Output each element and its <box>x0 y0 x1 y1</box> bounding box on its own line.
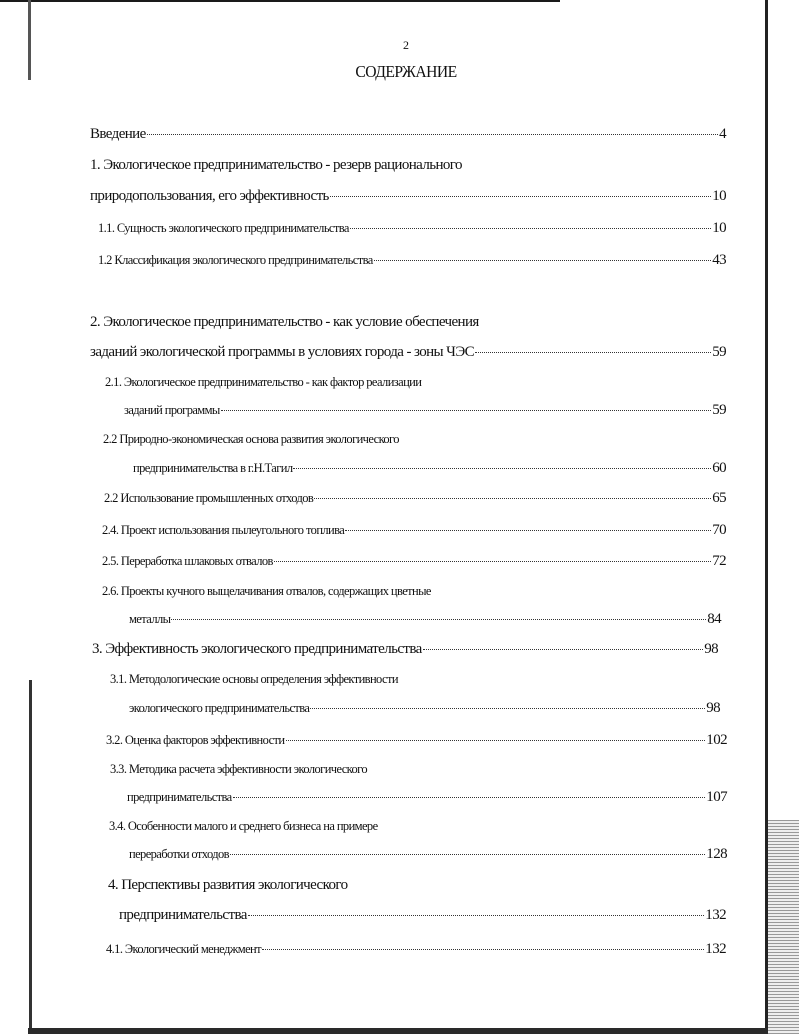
toc-entry-3-3[interactable] <box>127 789 727 806</box>
leader-dots <box>475 352 711 353</box>
page-number: 2 <box>403 38 409 52</box>
toc-entry-text: 4.1. Экологический менеджмент <box>106 942 261 956</box>
toc-entry-2-2b[interactable] <box>104 490 726 507</box>
toc-section-1[interactable] <box>90 188 726 205</box>
toc-entry-text: предпринимательства в г.Н.Тагил <box>133 461 293 475</box>
toc-page-number: 107 <box>706 789 727 805</box>
toc-entry-text: предпринимательства <box>119 907 247 923</box>
leader-dots <box>262 949 704 950</box>
toc-entry-1-2[interactable] <box>98 252 726 269</box>
leader-dots <box>423 649 704 650</box>
toc-entry-4-1[interactable] <box>106 941 726 958</box>
toc-entry-1-1[interactable] <box>98 220 726 237</box>
toc-entry-text: заданий экологической программы в условиях города - зоны ЧЭС <box>90 344 475 360</box>
leader-dots <box>374 260 712 261</box>
toc-entry-2-2[interactable] <box>133 460 726 477</box>
toc-entry-3-1[interactable] <box>129 700 720 717</box>
toc-page-number: 72 <box>712 553 726 569</box>
toc-entry-text: экологического предпринимательства <box>129 701 310 715</box>
toc-page-number: 43 <box>712 252 726 268</box>
toc-page-number: 10 <box>712 220 726 236</box>
toc-entry-text: предпринимательства <box>127 790 232 804</box>
toc-section-1-line1[interactable]: 1. Экологическое предпринимательство - резерв рационального <box>90 157 462 173</box>
toc-page-number: 10 <box>712 188 726 204</box>
leader-dots <box>330 196 711 197</box>
toc-entry-3-1-line1[interactable]: 3.1. Методологические основы определения эффективности <box>110 672 398 686</box>
toc-entry-2-6-line1[interactable]: 2.6. Проекты кучного выщелачивания отвалов, содержащих цветные <box>102 584 431 598</box>
leader-dots <box>248 915 705 916</box>
leader-dots <box>230 854 705 855</box>
toc-entry-2-4[interactable] <box>102 522 726 539</box>
toc-entry-3-2[interactable] <box>106 732 727 749</box>
toc-section-4-line1[interactable]: 4. Перспективы развития экологического <box>108 877 348 893</box>
toc-page-number: 59 <box>712 344 726 360</box>
toc-page-number: 65 <box>712 490 726 506</box>
toc-page-number: 102 <box>706 732 727 748</box>
toc-section-3[interactable] <box>92 641 718 658</box>
leader-dots <box>314 498 711 499</box>
toc-entry-text: металлы <box>129 612 171 626</box>
toc-page-number: 132 <box>705 941 726 957</box>
toc-entry-2-1-line1[interactable]: 2.1. Экологическое предпринимательство - как фактор реализации <box>105 375 422 389</box>
toc-entry-text: переработки отходов <box>129 847 229 861</box>
leader-dots <box>350 228 711 229</box>
page-title: СОДЕРЖАНИЕ <box>355 62 457 81</box>
toc-section-2-line1[interactable]: 2. Экологическое предпринимательство - как условие обеспечения <box>90 314 479 330</box>
toc-entry-text: 1.1. Сущность экологического предпринимательства <box>98 221 349 235</box>
toc-page-number: 60 <box>712 460 726 476</box>
toc-entry-text: 2.5. Переработка шлаковых отвалов <box>102 554 273 568</box>
toc-page-number: 84 <box>707 611 721 627</box>
toc-entry-3-3-line1[interactable]: 3.3. Методика расчета эффективности экологического <box>110 762 368 776</box>
toc-page-number: 98 <box>706 700 720 716</box>
leader-dots <box>345 530 711 531</box>
toc-entry-text: 2.2 Использование промышленных отходов <box>104 491 314 505</box>
toc-entry-3-4[interactable] <box>129 846 727 863</box>
toc-entry-3-4-line1[interactable]: 3.4. Особенности малого и среднего бизнеса на примере <box>109 819 378 833</box>
toc-entry-text: 3. Эффективность экологического предпринимательства <box>92 641 422 657</box>
toc-entry-text: заданий программы <box>124 403 220 417</box>
toc-entry-2-6[interactable] <box>129 611 721 628</box>
toc-entry-text: 3.2. Оценка факторов эффективности <box>106 733 285 747</box>
leader-dots <box>310 708 705 709</box>
toc-page-number: 59 <box>712 402 726 418</box>
leader-dots <box>293 468 711 469</box>
toc-entry-text: Введение <box>90 126 146 142</box>
toc-entry-intro[interactable] <box>90 126 726 143</box>
toc-page-number: 70 <box>712 522 726 538</box>
toc-entry-2-2-line1[interactable]: 2.2 Природно-экономическая основа развития экологического <box>103 432 399 446</box>
toc-page-number: 128 <box>706 846 727 862</box>
leader-dots <box>147 134 718 135</box>
toc-section-2[interactable] <box>90 344 726 361</box>
toc-section-4[interactable] <box>119 907 726 924</box>
toc-entry-text: природопользования, его эффективность <box>90 188 329 204</box>
toc-page-number: 132 <box>705 907 726 923</box>
leader-dots <box>274 561 711 562</box>
toc-page-number: 4 <box>719 126 726 142</box>
toc-entry-text: 1.2 Классификация экологического предпринимательства <box>98 253 373 267</box>
toc-entry-text: 2.4. Проект использования пылеугольного топлива <box>102 523 345 537</box>
leader-dots <box>286 740 706 741</box>
toc-entry-2-1[interactable] <box>124 402 726 419</box>
leader-dots <box>221 410 711 411</box>
toc-entry-2-5[interactable] <box>102 553 726 570</box>
leader-dots <box>233 797 706 798</box>
toc-page-number: 98 <box>704 641 718 657</box>
leader-dots <box>171 619 706 620</box>
